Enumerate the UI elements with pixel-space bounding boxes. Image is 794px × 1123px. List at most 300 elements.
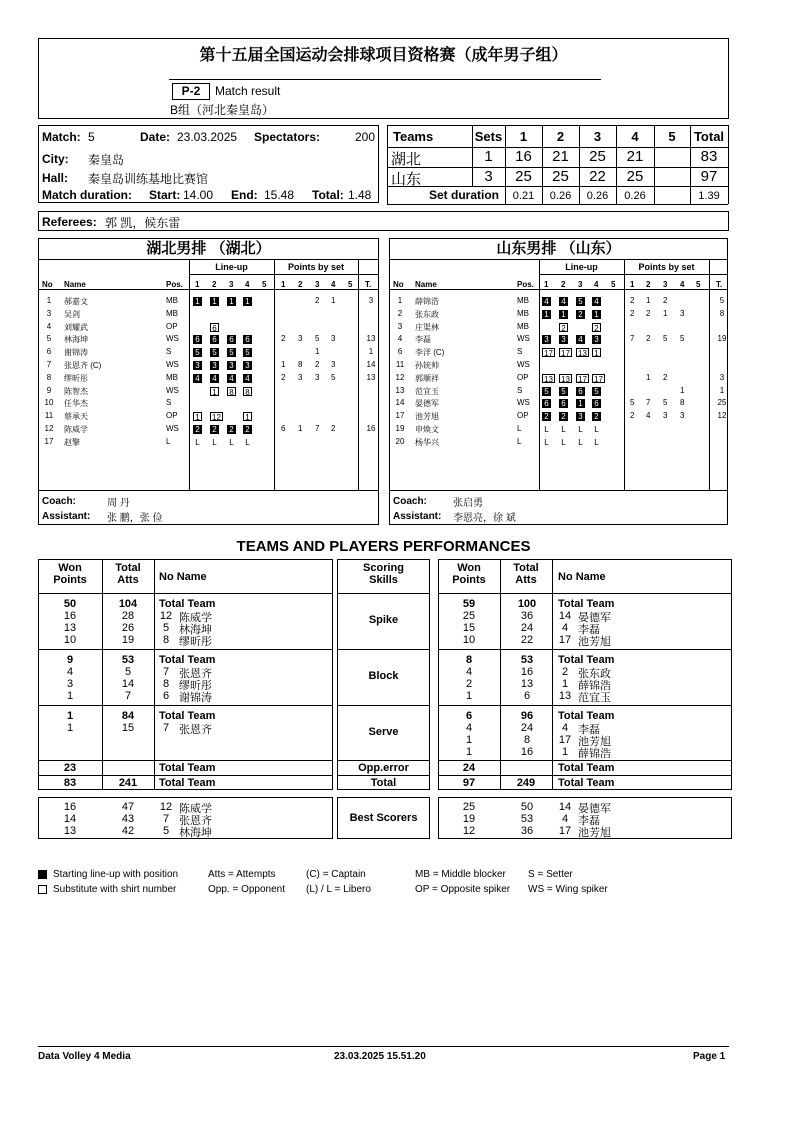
score-total: 97 <box>700 168 718 185</box>
score-header: 3 <box>593 129 602 144</box>
legend-item: WS = Wing spiker <box>528 884 608 895</box>
player-total-points: 3 <box>368 296 374 305</box>
player-number: 6 <box>162 690 170 702</box>
total-team-label: Total Team <box>558 598 615 610</box>
player-number: 14 <box>395 398 405 408</box>
col-points-set: 5 <box>696 280 701 289</box>
set-duration-label: Set duration <box>429 188 500 202</box>
team-name: 山东男排 （山东） <box>496 240 621 257</box>
col-pos: Pos. <box>517 280 534 289</box>
col-total: T. <box>365 280 372 289</box>
player-won-points: 10 <box>63 634 77 646</box>
best-scorer-atts: 50 <box>520 801 534 813</box>
header-box <box>38 38 729 119</box>
player-atts: 16 <box>520 666 534 678</box>
player-position: OP <box>517 372 529 382</box>
report-name: Match result <box>215 84 281 98</box>
player-name: 薛锦浩 <box>578 748 611 760</box>
set-duration-value: 0.21 <box>512 190 535 202</box>
lineup-cell: 2 <box>542 412 551 421</box>
team-won-points: 50 <box>63 598 77 610</box>
player-name: 赵擎 <box>64 437 80 447</box>
player-atts: 13 <box>520 678 534 690</box>
player-position: S <box>166 398 172 408</box>
lineup-cell: 1 <box>243 412 252 421</box>
points-by-set: 2 <box>630 296 635 305</box>
player-position: WS <box>166 424 179 433</box>
total-atts-header: Total Atts <box>115 562 141 586</box>
score-team-name: 湖北 <box>391 151 422 168</box>
player-name: 李磊 <box>415 335 431 345</box>
player-number: 17 <box>395 411 405 421</box>
best-scorer-atts: 53 <box>520 813 534 825</box>
opp-error-label: Opp.error <box>358 762 409 774</box>
points-by-set: 2 <box>315 360 320 369</box>
points-by-set: 3 <box>315 372 320 382</box>
lineup-cell: L <box>195 437 200 447</box>
best-scorer-atts: 42 <box>121 825 135 837</box>
points-by-set: 3 <box>680 308 685 318</box>
player-position: MB <box>517 321 529 331</box>
player-number: 3 <box>46 308 52 318</box>
lineup-cell: 6 <box>542 399 551 408</box>
player-name: 薛锦浩 <box>415 297 439 306</box>
best-scorer-atts: 36 <box>520 825 534 837</box>
points-by-set: 5 <box>315 334 320 344</box>
skill-name: Spike <box>368 614 399 626</box>
best-scorer-points: 14 <box>63 813 77 825</box>
total-won-right: 97 <box>462 777 476 789</box>
best-scorer-number: 5 <box>162 825 170 837</box>
perf-line <box>38 705 333 706</box>
player-number: 17 <box>558 634 572 646</box>
score-header: 2 <box>556 129 565 144</box>
lineup-cell: 6 <box>243 335 252 344</box>
player-name: 杨华兴 <box>415 437 439 447</box>
lineup-cell: 3 <box>193 361 202 370</box>
best-scorer-points: 25 <box>462 801 476 813</box>
lineup-cell: 3 <box>559 335 568 344</box>
player-number: 6 <box>397 347 403 357</box>
no-name-header: No Name <box>558 571 606 583</box>
points-by-set-header: Points by set <box>287 262 344 272</box>
team-total-atts: 96 <box>520 710 534 722</box>
lineup-cell: L <box>245 437 250 447</box>
lineup-cell: 8 <box>227 387 236 396</box>
page-subtitle: B组（河北秦皇岛） <box>170 103 275 117</box>
end-label: End: <box>231 188 258 202</box>
player-number: 8 <box>162 678 170 690</box>
lineup-cell: 4 <box>542 297 551 306</box>
player-position: S <box>166 347 172 357</box>
col-no: No <box>393 280 404 289</box>
player-name: 范宜玉 <box>578 692 611 704</box>
legend-item: (L) / L = Libero <box>306 884 371 895</box>
best-scorer-number: 12 <box>159 801 173 813</box>
player-number: 11 <box>395 360 405 369</box>
start-value: 14.00 <box>183 188 214 202</box>
footer-rule <box>38 1046 729 1047</box>
player-atts: 24 <box>520 722 534 734</box>
col-points-set: 3 <box>315 280 320 289</box>
total-team-label: Total Team <box>558 654 615 666</box>
lineup-cell: 1 <box>210 387 219 396</box>
total-team-label: Total Team <box>159 777 216 789</box>
col-lineup-set: 1 <box>195 280 200 289</box>
city-label: City: <box>42 152 69 166</box>
score-header: 4 <box>631 129 639 144</box>
player-atts: 22 <box>520 634 534 646</box>
total-team-label: Total Team <box>159 710 216 722</box>
player-name: 张东政 <box>578 668 611 680</box>
points-by-set: 2 <box>646 308 651 318</box>
set-duration-value: 0.26 <box>624 190 646 202</box>
best-scorer-name: 张恩齐 <box>179 815 212 827</box>
total-atts-left: 241 <box>118 777 138 789</box>
points-by-set: 8 <box>680 398 685 408</box>
lineup-cell: 1 <box>243 297 252 306</box>
lineup-cell: 2 <box>210 425 219 434</box>
player-number: 4 <box>561 722 569 734</box>
lineup-cell: 17 <box>576 374 589 383</box>
player-atts: 15 <box>121 722 135 734</box>
lineup-header: Line-up <box>565 262 598 272</box>
roster-line <box>539 259 540 490</box>
title-underline <box>169 79 601 80</box>
lineup-cell: 2 <box>592 412 601 421</box>
lineup-cell: 4 <box>559 297 568 306</box>
player-won-points: 13 <box>63 622 77 634</box>
player-number: 5 <box>46 334 52 344</box>
points-by-set: 2 <box>663 296 668 305</box>
perf-line <box>154 559 155 790</box>
lineup-cell: 6 <box>559 399 568 408</box>
best-scorers-label: Best Scorers <box>349 812 418 824</box>
roster-line <box>390 259 727 260</box>
player-number: 17 <box>44 436 54 446</box>
player-atts: 24 <box>520 622 534 634</box>
points-by-set: 7 <box>630 334 635 344</box>
lineup-cell: L <box>561 425 566 434</box>
perf-line <box>38 649 333 650</box>
lineup-cell: 4 <box>227 374 236 383</box>
best-scorer-number: 4 <box>561 813 569 825</box>
score-sets: 1 <box>484 148 493 165</box>
score-header: 5 <box>668 129 676 144</box>
player-won-points: 15 <box>462 622 476 634</box>
col-lineup-set: 1 <box>544 280 549 289</box>
player-number: 4 <box>46 321 52 331</box>
player-won-points: 1 <box>66 690 74 702</box>
duration-label: Match duration: <box>42 188 132 202</box>
roster-line <box>539 274 727 275</box>
player-total-points: 8 <box>719 308 725 318</box>
perf-line <box>38 593 333 594</box>
best-scorer-name: 晏德军 <box>578 803 611 815</box>
player-name: 郝嘉文 <box>64 297 88 306</box>
lineup-cell: L <box>578 425 583 434</box>
player-atts: 36 <box>520 610 534 622</box>
best-scorer-number: 14 <box>558 801 572 813</box>
lineup-cell: 3 <box>227 361 236 370</box>
lineup-cell: 6 <box>227 335 236 344</box>
player-won-points: 1 <box>465 690 473 702</box>
player-position: WS <box>517 360 530 369</box>
team-won-points: 8 <box>465 654 473 666</box>
points-by-set: 5 <box>663 334 668 344</box>
player-total-points: 3 <box>719 372 725 382</box>
player-won-points: 1 <box>465 746 473 758</box>
lineup-cell: 2 <box>227 425 236 434</box>
player-position: WS <box>517 398 530 408</box>
player-position: WS <box>517 334 530 344</box>
date-label: Date: <box>140 130 171 144</box>
player-name: 张恩齐 (C) <box>64 361 102 370</box>
player-number: 12 <box>159 610 173 622</box>
footer-software: Data Volley 4 Media <box>38 1051 131 1062</box>
lineup-cell: 3 <box>592 335 601 344</box>
lineup-cell: 17 <box>559 348 572 357</box>
legend-item: OP = Opposite spiker <box>415 884 511 895</box>
lineup-cell: 5 <box>243 348 252 357</box>
total-team-label: Total Team <box>558 777 615 789</box>
perf-line <box>438 649 732 650</box>
team-won-points: 9 <box>66 654 74 666</box>
lineup-cell: 3 <box>243 361 252 370</box>
lineup-cell: 2 <box>243 425 252 434</box>
team-won-points: 59 <box>462 598 476 610</box>
player-number: 10 <box>44 398 54 408</box>
score-set-value: 25 <box>589 148 606 165</box>
lineup-cell: 4 <box>592 297 601 306</box>
score-header: Teams <box>393 129 434 144</box>
lineup-cell: 2 <box>559 323 568 332</box>
player-total-points: 1 <box>719 385 725 395</box>
player-name: 蔡承天 <box>64 412 88 422</box>
perf-line <box>337 649 430 650</box>
lineup-cell: L <box>594 437 599 447</box>
lineup-cell: 13 <box>542 374 555 383</box>
player-name: 李磊 <box>578 724 600 736</box>
lineup-cell: 5 <box>210 348 219 357</box>
lineup-cell: 4 <box>243 374 252 383</box>
points-by-set: 7 <box>646 398 651 408</box>
points-by-set: 1 <box>663 308 668 318</box>
player-number: 4 <box>561 622 569 634</box>
total-atts-header: Total Atts <box>513 562 539 586</box>
player-number: 19 <box>395 424 405 433</box>
col-name: Name <box>415 280 437 289</box>
player-name: 张恩齐 <box>179 668 212 680</box>
set-duration-total: 1.39 <box>698 190 720 202</box>
player-name: 缪昕彤 <box>179 636 212 648</box>
points-by-set: 5 <box>663 398 668 408</box>
scoring-skills-header: Scoring Skills <box>363 562 404 586</box>
player-number: 7 <box>162 722 170 734</box>
legend-item: MB = Middle blocker <box>415 869 506 880</box>
player-name: 孙铳帅 <box>415 361 439 370</box>
player-number: 8 <box>162 634 170 646</box>
lineup-cell: 1 <box>542 310 551 319</box>
won-points-header: Won Points <box>452 562 486 586</box>
score-set-value: 21 <box>626 148 644 165</box>
team-name: 湖北男排 （湖北） <box>146 240 271 257</box>
points-by-set: 1 <box>298 424 303 433</box>
team-total-atts: 104 <box>118 598 138 610</box>
lineup-cell: 5 <box>559 387 568 396</box>
player-name: 张东政 <box>415 309 439 319</box>
points-by-set: 7 <box>315 424 320 433</box>
lineup-cell: 2 <box>193 425 202 434</box>
assistant-label: Assistant: <box>393 511 442 522</box>
lineup-cell: 5 <box>227 348 236 357</box>
lineup-cell: 6 <box>193 335 202 344</box>
lineup-cell: 1 <box>592 310 601 319</box>
roster-line <box>390 490 727 491</box>
points-by-set: 1 <box>281 360 286 369</box>
lineup-cell: 8 <box>243 387 252 396</box>
player-name: 申焕文 <box>415 425 439 434</box>
score-grid-line <box>728 125 729 204</box>
total-team-label: Total Team <box>159 654 216 666</box>
player-name: 林海坤 <box>179 624 212 636</box>
player-number: 20 <box>395 436 405 446</box>
player-position: MB <box>517 308 529 318</box>
points-by-set: 2 <box>630 308 635 318</box>
col-total: T. <box>716 280 723 289</box>
lineup-cell: 2 <box>576 310 585 319</box>
points-by-set: 2 <box>281 334 286 344</box>
score-grid-line <box>387 204 728 205</box>
hall-value: 秦皇岛训练基地比赛馆 <box>88 172 209 186</box>
lineup-cell: 1 <box>559 310 568 319</box>
no-name-header: No Name <box>159 571 207 583</box>
player-won-points: 16 <box>63 610 77 622</box>
player-name: 池芳旭 <box>415 412 439 422</box>
player-won-points: 3 <box>66 678 74 690</box>
col-no: No <box>42 280 53 289</box>
player-number: 7 <box>46 360 52 369</box>
score-team-name: 山东 <box>391 171 422 188</box>
team-a-roster <box>38 238 379 525</box>
col-points-set: 4 <box>331 280 336 289</box>
col-lineup-set: 2 <box>561 280 566 289</box>
footer-timestamp: 23.03.2025 15.51.20 <box>334 1051 426 1062</box>
perf-line <box>337 760 430 761</box>
match-date: 23.03.2025 <box>177 130 238 144</box>
player-total-points: 16 <box>366 424 376 433</box>
lineup-cell: L <box>544 425 549 434</box>
lineup-cell: 5 <box>576 297 585 306</box>
points-by-set: 8 <box>298 360 303 369</box>
set-duration-value: 0.26 <box>586 190 609 202</box>
lineup-cell: L <box>229 437 234 447</box>
points-by-set: 2 <box>315 296 320 305</box>
lineup-cell: 2 <box>592 323 601 332</box>
roster-line <box>274 259 275 490</box>
roster-line <box>709 259 710 490</box>
player-number: 17 <box>558 734 572 746</box>
lineup-cell: 13 <box>559 374 572 383</box>
player-atts: 8 <box>523 734 531 746</box>
perf-line <box>337 705 430 706</box>
perf-line <box>438 593 732 594</box>
player-position: WS <box>166 385 179 395</box>
total-team-label: Total Team <box>558 710 615 722</box>
points-by-set: 1 <box>680 385 685 395</box>
coach-label: Coach: <box>393 496 427 507</box>
perf-line <box>438 705 732 706</box>
score-set-value: 25 <box>626 168 644 185</box>
total-atts-right: 249 <box>516 777 536 789</box>
lineup-header: Line-up <box>215 262 248 272</box>
player-number: 4 <box>397 334 403 344</box>
player-number: 8 <box>46 372 52 382</box>
best-scorer-name: 林海坤 <box>179 827 212 839</box>
skill-name: Block <box>368 670 399 682</box>
points-by-set: 3 <box>331 334 336 344</box>
lineup-cell: 6 <box>592 399 601 408</box>
player-number: 13 <box>558 690 572 702</box>
won-points-header: Won Points <box>53 562 87 586</box>
col-points-set: 4 <box>680 280 685 289</box>
lineup-cell: 3 <box>576 412 585 421</box>
lineup-cell: L <box>561 437 566 447</box>
footer-page: Page 1 <box>693 1051 726 1062</box>
opp-error-right: 24 <box>462 762 476 774</box>
lineup-cell: L <box>544 437 549 447</box>
player-number: 12 <box>395 372 405 382</box>
player-position: OP <box>166 321 178 331</box>
points-by-set: 1 <box>315 347 320 357</box>
total-label: Total: <box>312 188 344 202</box>
player-position: MB <box>517 296 529 305</box>
lineup-cell: 5 <box>592 387 601 396</box>
score-set-value: 22 <box>589 168 606 185</box>
score-header: Sets <box>474 129 503 144</box>
player-atts: 26 <box>121 622 135 634</box>
player-position: L <box>166 436 171 446</box>
player-position: MB <box>166 296 178 305</box>
player-atts: 7 <box>124 690 132 702</box>
best-scorer-name: 李磊 <box>578 815 600 827</box>
player-name: 李磊 <box>578 624 600 636</box>
player-number: 3 <box>397 321 403 331</box>
end-value: 15.48 <box>264 188 295 202</box>
player-position: S <box>517 347 523 357</box>
assistant-label: Assistant: <box>42 511 91 522</box>
perf-line <box>337 593 430 594</box>
perf-line <box>337 775 430 776</box>
col-points-set: 1 <box>281 280 286 289</box>
player-total-points: 14 <box>366 360 376 369</box>
lineup-cell: 6 <box>210 323 219 332</box>
score-header: Total <box>693 129 725 144</box>
player-number: 7 <box>162 666 170 678</box>
score-header: 1 <box>519 129 528 144</box>
player-won-points: 2 <box>465 678 473 690</box>
lineup-cell: 4 <box>193 374 202 383</box>
team-won-points: 1 <box>66 710 74 722</box>
player-total-points: 19 <box>717 334 727 344</box>
score-sets: 3 <box>484 168 493 185</box>
legend-item: Substitute with shirt number <box>53 884 177 895</box>
best-scorer-atts: 43 <box>121 813 135 825</box>
points-by-set-header: Points by set <box>638 262 695 272</box>
lineup-cell: 2 <box>559 412 568 421</box>
spectators-label: Spectators: <box>254 130 321 144</box>
player-name: 刘耀武 <box>64 322 88 332</box>
